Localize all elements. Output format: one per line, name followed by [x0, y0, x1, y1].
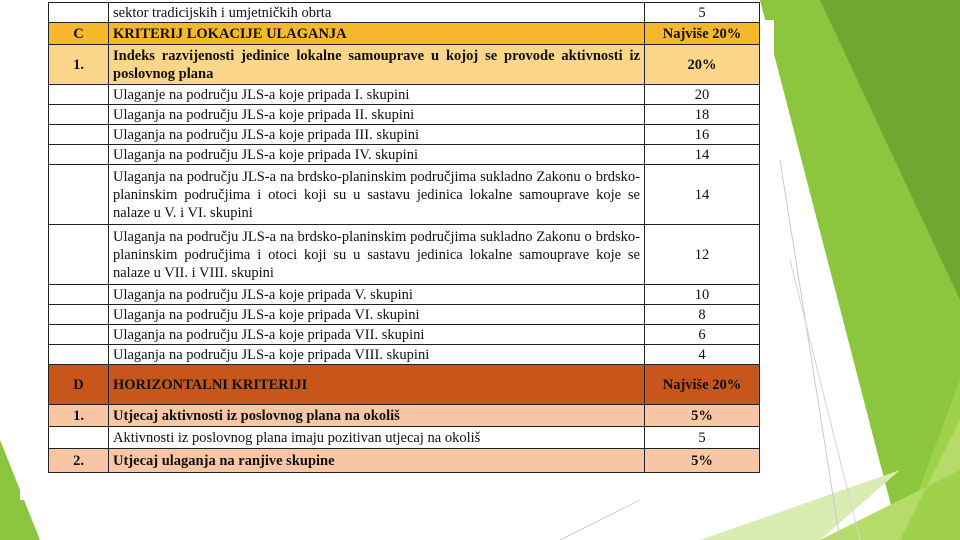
row-points: 4: [645, 345, 760, 365]
row-number: [49, 325, 109, 345]
row-description: Utjecaj ulaganja na ranjive skupine: [109, 449, 645, 473]
table-row: [49, 427, 760, 449]
row-points: 12: [645, 225, 760, 285]
row-points: 8: [645, 305, 760, 325]
table-row: [49, 3, 760, 23]
row-description: Ulaganja na području JLS-a na brdsko-planinskim područjima sukladno Zakonu o brdsko-planinskim područjima i otoci koji su u sastavu jedinica lokalne samouprave koje se nalaze u VII. i VIII. skupini: [109, 225, 645, 285]
table-row: [49, 449, 760, 473]
row-points: 5: [645, 427, 760, 449]
row-description: Ulaganja na području JLS-a koje pripada VI. skupini: [109, 305, 645, 325]
row-description: Ulaganja na području JLS-a koje pripada V. skupini: [109, 285, 645, 305]
row-number: C: [49, 23, 109, 45]
row-number: 1.: [49, 45, 109, 85]
row-description: sektor tradicijskih i umjetničkih obrta: [109, 3, 645, 23]
document-image: [20, 4, 774, 500]
table-row: [49, 305, 760, 325]
row-description: Ulaganja na području JLS-a koje pripada III. skupini: [109, 125, 645, 145]
row-number: [49, 3, 109, 23]
row-points: 14: [645, 165, 760, 225]
row-description: Utjecaj aktivnosti iz poslovnog plana na okoliš: [109, 405, 645, 427]
table-row: [49, 345, 760, 365]
row-points: 20%: [645, 45, 760, 85]
row-number: [49, 105, 109, 125]
row-points: Najviše 20%: [645, 23, 760, 45]
table-row: [49, 105, 760, 125]
row-points: 6: [645, 325, 760, 345]
row-description: HORIZONTALNI KRITERIJI: [109, 365, 645, 405]
table-row: [49, 285, 760, 305]
table-row: [49, 125, 760, 145]
table-row: [49, 23, 760, 45]
row-description: Ulaganja na području JLS-a na brdsko-planinskim područjima sukladno Zakonu o brdsko-planinskim područjima i otoci koji su u sastavu jedinica lokalne samouprave koje se nalaze u V. i VI. skupini: [109, 165, 645, 225]
row-points: 5: [645, 3, 760, 23]
row-number: [49, 427, 109, 449]
table-row: [49, 45, 760, 85]
row-description: KRITERIJ LOKACIJE ULAGANJA: [109, 23, 645, 45]
row-points: 14: [645, 145, 760, 165]
criteria-table: [48, 2, 760, 473]
row-description: Indeks razvijenosti jedinice lokalne samouprave u kojoj se provode aktivnosti iz poslovnog plana: [109, 45, 645, 85]
table-row: [49, 165, 760, 225]
row-number: [49, 225, 109, 285]
table-row: [49, 225, 760, 285]
table-row: [49, 145, 760, 165]
row-points: 10: [645, 285, 760, 305]
row-description: Ulaganja na području JLS-a koje pripada IV. skupini: [109, 145, 645, 165]
table-row: [49, 405, 760, 427]
row-number: 2.: [49, 449, 109, 473]
row-number: [49, 285, 109, 305]
row-number: [49, 165, 109, 225]
row-description: Aktivnosti iz poslovnog plana imaju pozitivan utjecaj na okoliš: [109, 427, 645, 449]
row-number: D: [49, 365, 109, 405]
row-description: Ulaganje na području JLS-a koje pripada I. skupini: [109, 85, 645, 105]
row-description: Ulaganja na području JLS-a koje pripada VIII. skupini: [109, 345, 645, 365]
row-number: 1.: [49, 405, 109, 427]
row-points: 5%: [645, 449, 760, 473]
row-description: Ulaganja na području JLS-a koje pripada II. skupini: [109, 105, 645, 125]
row-number: [49, 345, 109, 365]
row-points: 5%: [645, 405, 760, 427]
row-points: 16: [645, 125, 760, 145]
row-points: 18: [645, 105, 760, 125]
table-row: [49, 325, 760, 345]
row-number: [49, 85, 109, 105]
row-points: 20: [645, 85, 760, 105]
row-points: Najviše 20%: [645, 365, 760, 405]
row-description: Ulaganja na području JLS-a koje pripada VII. skupini: [109, 325, 645, 345]
row-number: [49, 305, 109, 325]
row-number: [49, 145, 109, 165]
table-row: [49, 365, 760, 405]
table-row: [49, 85, 760, 105]
row-number: [49, 125, 109, 145]
